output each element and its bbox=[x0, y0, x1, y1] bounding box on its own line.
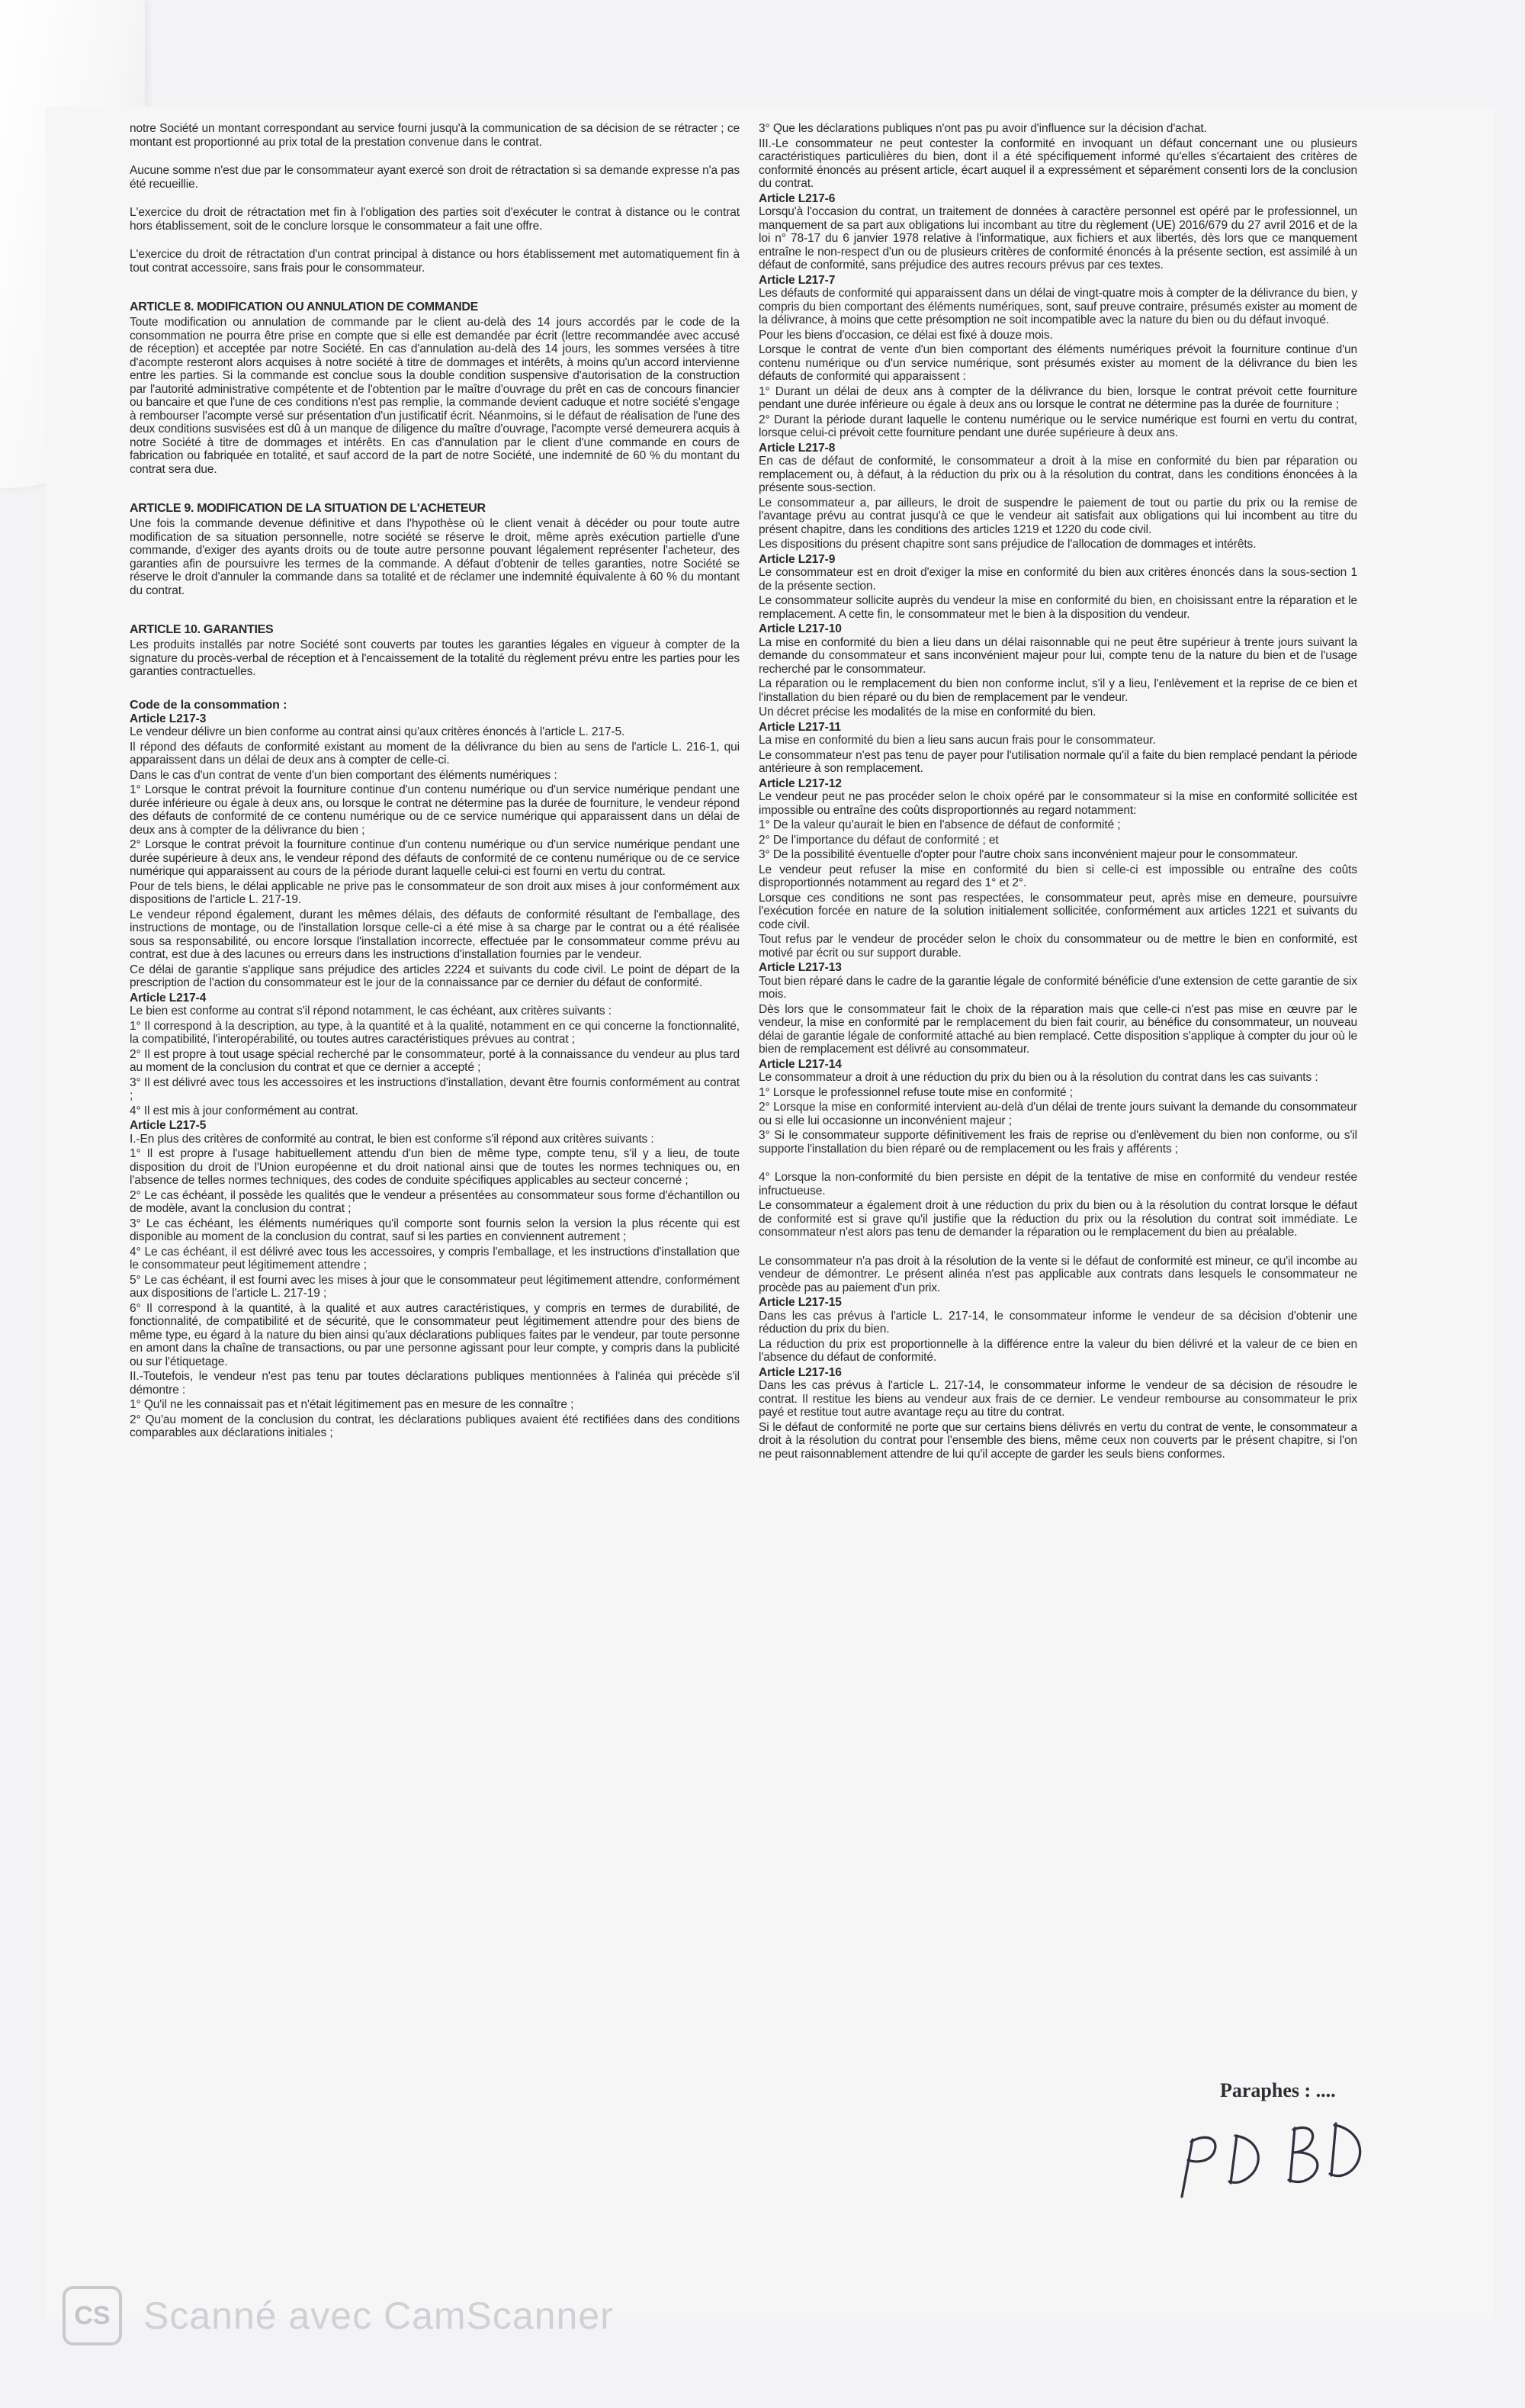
article-line: Le consommateur sollicite auprès du vendeur la mise en conformité du bien, en choisissant entre la réparation et le remplacement. A cette fin, le consommateur met le bien à la disposition du vendeur. bbox=[759, 594, 1357, 621]
article-line: 2° Lorsque la mise en conformité intervient au-delà d'un délai de trente jours suivant la demande du consommateur ou si elle lui occasionne un inconvénient majeur ; bbox=[759, 1101, 1357, 1127]
article-line: La réparation ou le remplacement du bien non conforme inclut, s'il y a lieu, l'enlèvement et la reprise de ce bien et l'installation du bien réparé ou du bien de remplacement par le vendeur. bbox=[759, 677, 1357, 704]
article-line: Le consommateur a, par ailleurs, le droit de suspendre le paiement de tout ou partie du prix ou la remise de l'avantage prévu au contrat jusqu'à ce que le vendeur ait satisfait aux obligations qui lui incombent au titre du présent chapitre, dans les conditions des articles 1219 et 1220 du code civil. bbox=[759, 496, 1357, 536]
article-line: Un décret précise les modalités de la mise en conformité du bien. bbox=[759, 706, 1096, 719]
article-line: Le consommateur a droit à une réduction du prix du bien ou à la résolution du contrat dans les cas suivants : bbox=[759, 1071, 1318, 1084]
article-heading: Article L217-10 bbox=[759, 622, 842, 635]
article-line: 3° Le cas échéant, les éléments numériques qu'il comporte sont fournis selon la version la plus récente qui est disponible au moment de la conclusion du contrat, sauf si les parties en conviennent autrement ; bbox=[130, 1217, 740, 1244]
article-line: I.-En plus des critères de conformité au contrat, le bien est conforme s'il répond aux critères suivants : bbox=[130, 1132, 654, 1146]
article-heading: Article L217-11 bbox=[759, 720, 841, 734]
article-line: Le vendeur peut ne pas procéder selon le choix opéré par le consommateur si la mise en conformité sollicitée est impossible ou entraîne des coûts disproportionnés au regard notamment: bbox=[759, 790, 1357, 817]
article-line: III.-Le consommateur ne peut contester la conformité en invoquant un défaut concernant une ou plusieurs caractéristiques particulières du bien, dont il a été spécifiquement informé qu'elles s'écartaient des critères de conformité énoncés au présent article, écart auquel il a expressément et séparément consenti lors de la conclusion du contrat. bbox=[759, 137, 1357, 190]
article-line: Le vendeur peut refuser la mise en conformité du bien si celle-ci est impossible ou entraîne des coûts disproportionnés notamment au regard des 1° et 2°. bbox=[759, 863, 1357, 889]
article-line: 2° De l'importance du défaut de conformité ; et bbox=[759, 833, 999, 847]
article-line: 2° Durant la période durant laquelle le contenu numérique ou le service numérique est fourni en vertu du contrat, lorsque celui-ci prévoit cette fourniture pendant une durée supérieure à deux ans. bbox=[759, 413, 1357, 439]
article-heading: Article L217-3 bbox=[130, 712, 207, 725]
article-line: La mise en conformité du bien a lieu sans aucun frais pour le consommateur. bbox=[759, 734, 1156, 747]
article-line: La mise en conformité du bien a lieu dans un délai raisonnable qui ne peut être supérieur à trente jours suivant la demande du consommateur et sans inconvénient majeur pour lui, compte tenu de la nature du bien et de l'usage recherché par le consommateur. bbox=[759, 635, 1357, 676]
article-line: 1° Il est propre à l'usage habituellement attendu d'un bien de même type, compte tenu, s'il y a lieu, de toute disposition du droit de l'Union européenne et du droit national ainsi que de toutes les normes techniques ou, en l'absence de telles normes techniques, des codes de conduite spécifiques applicables au secteur concerné ; bbox=[130, 1147, 740, 1188]
article-line: 5° Le cas échéant, il est fourni avec les mises à jour que le consommateur peut légitimement attendre, conformément aux dispositions de l'article L. 217-19 ; bbox=[130, 1273, 740, 1300]
article-line: Le consommateur n'a pas droit à la résolution de la vente si le défaut de conformité est mineur, ce qu'il incombe au vendeur de démontrer. Le présent alinéa n'est pas applicable aux contrats dans lesquels le consommateur ne procède pas au paiement d'un prix. bbox=[759, 1254, 1357, 1294]
article-heading: Article L217-8 bbox=[759, 441, 836, 455]
article-line: Dans le cas d'un contrat de vente d'un bien comportant des éléments numériques : bbox=[130, 768, 557, 782]
article-8-text: Toute modification ou annulation de commande par le client au-delà des 14 jours accordés par le code de la consommation ne pourra être prise en compte que si elle est demandée par écrit (lettre recommandée avec accusé de réception) et acceptée par notre Société. En cas d'annulation au-delà des 14 jours, les sommes versées à titre d'acompte resteront alors acquises à notre société à titre de dommages et intérêts, à moins qu'un accord intervienne entre les parties. Si la commande est conclue sous la double condition suspensive d'autorisation de la construction par l'autorité administrative compétente et de l'obtention par le maître d'ouvrage du prêt en cas de concours financier ou bancaire et que l'une de ces conditions n'est pas remplie, la commande devient caduque et notre société s'engage à rembourser l'acompte versé sur présentation d'un justificatif écrit. Néanmoins, si le défaut de réalisation de l'une des deux conditions susvisées est dû à un manque de diligence du maître d'ouvrage, l'acompte versé demeurera acquis à notre Société à titre de dommages et intérêts. En cas d'annulation par le client d'une commande en cours de fabrication ou fabriquée en totalité, et sauf accord de la part de notre Société, une indemnité de 60 % du montant du contrat sera due. bbox=[130, 316, 740, 476]
article-line: Le consommateur est en droit d'exiger la mise en conformité du bien aux critères énoncés dans la sous-section 1 de la présente section. bbox=[759, 566, 1357, 593]
article-line: 2° Lorsque le contrat prévoit la fourniture continue d'un contenu numérique ou d'un service numérique pendant une durée supérieure à deux ans, le vendeur répond des défauts de conformité de ce contenu numérique ou de ce service numérique qui apparaissent au cours de la période durant laquelle celui-ci est fourni en vertu du contrat. bbox=[130, 838, 740, 879]
article-line: Tout bien réparé dans le cadre de la garantie légale de conformité bénéficie d'une extension de cette garantie de six mois. bbox=[759, 974, 1357, 1001]
article-line: Le consommateur n'est pas tenu de payer pour l'utilisation normale qu'il a faite du bien remplacé pendant la période antérieure à son remplacement. bbox=[759, 748, 1357, 775]
article-line: Le consommateur a également droit à une réduction du prix du bien ou à la résolution du contrat lorsque le défaut de conformité est si grave qu'il justifie que la réduction du prix ou la résolution du contrat soit immédiate. Le consommateur n'est alors pas tenu de demander la réparation ou le remplacement du bien au préalable. bbox=[759, 1199, 1357, 1239]
article-line: Dès lors que le consommateur fait le choix de la réparation mais que celle-ci n'est pas mise en œuvre par le vendeur, la mise en conformité par le remplacement du bien fait courir, au bénéfice du consommateur, un nouveau délai de garantie légale de conformité attaché au bien remplacé. Cette disposition s'applique à compter du jour où le bien de remplacement est délivré au consommateur. bbox=[759, 1002, 1357, 1056]
intro-paragraph: L'exercice du droit de rétractation met fin à l'obligation des parties soit d'exécuter le contrat à distance ou le contrat hors établissement, soit de le conclure lorsque le consommateur a fait une offre. bbox=[130, 206, 740, 233]
article-line: Les défauts de conformité qui apparaissent dans un délai de vingt-quatre mois à compter de la délivrance du bien, y compris du bien comportant des éléments numériques, sont, sauf preuve contraire, présumés exister au moment de la délivrance, à moins que cette présomption ne soit incompatible avec la nature du bien ou du défaut invoqué. bbox=[759, 287, 1357, 326]
article-line: 1° Qu'il ne les connaissait pas et n'était légitimement pas en mesure de les connaître ; bbox=[130, 1398, 574, 1412]
article-line: Dans les cas prévus à l'article L. 217-14, le consommateur informe le vendeur de sa décision de résoudre le contrat. Il restitue les biens au vendeur aux frais de ce dernier. Le vendeur rembourse au consommateur le prix payé et restitue tout autre avantage reçu au titre du contrat. bbox=[759, 1379, 1357, 1419]
intro-paragraph: L'exercice du droit de rétractation d'un contrat principal à distance ou hors établissement met automatiquement fin à tout contrat accessoire, sans frais pour le consommateur. bbox=[130, 248, 740, 275]
article-line: 3° Il est délivré avec tous les accessoires et les instructions d'installation, devant être fournis conformément au contrat ; bbox=[130, 1075, 740, 1103]
article-line: 1° Lorsque le professionnel refuse toute mise en conformité ; bbox=[759, 1085, 1073, 1099]
article-line: 4° Le cas échéant, il est délivré avec tous les accessoires, y compris l'emballage, et les instructions d'installation que le consommateur peut légitimement attendre ; bbox=[130, 1245, 740, 1272]
article-line: 3° Que les déclarations publiques n'ont pas pu avoir d'influence sur la décision d'achat. bbox=[759, 122, 1207, 135]
watermark-text: Scanné avec CamScanner bbox=[143, 2294, 614, 2337]
article-line: 6° Il correspond à la quantité, à la qualité et aux autres caractéristiques, y compris en termes de durabilité, de fonctionnalité, de compatibilité et de sécurité, que le consommateur peut légitimement attendre pour des biens de même type, eu égard à la nature du bien ainsi qu'aux déclarations publiques faites par le vendeur, par toute personne en amont dans la chaîne de transactions, ou par une personne agissant pour leur compte, y compris dans la publicité ou sur l'étiquetage. bbox=[130, 1301, 740, 1368]
handwritten-initials bbox=[1174, 2113, 1372, 2204]
article-line: 2° Qu'au moment de la conclusion du contrat, les déclarations publiques avaient été rectifiées dans des conditions comparables aux déclarations initiales ; bbox=[130, 1413, 740, 1440]
left-column bbox=[130, 122, 740, 2151]
right-column bbox=[759, 122, 1357, 2151]
article-line: Le bien est conforme au contrat s'il répond notamment, le cas échéant, aux critères suivants : bbox=[130, 1005, 612, 1018]
code-consommation-title: Code de la consommation : bbox=[130, 698, 287, 712]
article-line: 1° De la valeur qu'aurait le bien en l'absence de défaut de conformité ; bbox=[759, 818, 1121, 831]
article-line: Le vendeur répond également, durant les mêmes délais, des défauts de conformité résultant de l'emballage, des instructions de montage, ou de l'installation lorsque celle-ci a été mise à sa charge par le contrat ou a été réalisée sous sa responsabilité, ou encore lorsque l'installation incorrecte, effectuée par le consommateur comme prévu au contrat, est due à des lacunes ou erreurs dans les instructions d'installation fournies par le vendeur. bbox=[130, 908, 740, 962]
article-heading: Article L217-16 bbox=[759, 1365, 842, 1379]
article-line: Le vendeur délivre un bien conforme au contrat ainsi qu'aux critères énoncés à l'article L. 217-5. bbox=[130, 725, 625, 739]
article-heading: Article L217-12 bbox=[759, 776, 842, 790]
article-8-title: ARTICLE 8. MODIFICATION OU ANNULATION DE COMMANDE bbox=[130, 301, 478, 313]
intro-paragraph: Aucune somme n'est due par le consommateur ayant exercé son droit de rétractation si sa demande expresse n'a pas été recueillie. bbox=[130, 164, 740, 191]
article-heading: Article L217-13 bbox=[759, 961, 842, 974]
article-heading: Article L217-6 bbox=[759, 191, 836, 205]
article-line: La réduction du prix est proportionnelle à la différence entre la valeur du bien délivré et la valeur de ce bien en l'absence du défaut de conformité. bbox=[759, 1337, 1357, 1364]
article-line: Lorsqu'à l'occasion du contrat, un traitement de données à caractère personnel est opéré par le professionnel, un manquement de sa part aux obligations lui incombant au titre du règlement (UE) 2016/679 du 27 avril 2016 et de la loi n° 78-17 du 6 janvier 1978 relative à l'informatique, aux fichiers et aux libertés, dès lors que ce manquement entraîne le non-respect d'un ou de plusieurs critères de conformité énoncés à la présente section, est assimilé à un défaut de conformité, sans préjudice des autres recours prévus par ces textes. bbox=[759, 205, 1357, 272]
article-line: Dans les cas prévus à l'article L. 217-14, le consommateur informe le vendeur de sa décision d'obtenir une réduction du prix du bien. bbox=[759, 1309, 1357, 1336]
article-line: Tout refus par le vendeur de procéder selon le choix du consommateur ou de mettre le bien en conformité, est motivé par écrit ou sur support durable. bbox=[759, 933, 1357, 960]
article-heading: Article L217-15 bbox=[759, 1296, 842, 1309]
article-line: Pour de tels biens, le délai applicable ne prive pas le consommateur de son droit aux mises à jour conformément aux dispositions de l'article L. 217-19. bbox=[130, 879, 740, 907]
article-line: 1° Lorsque le contrat prévoit la fourniture continue d'un contenu numérique ou d'un service numérique pendant une durée inférieure ou égale à deux ans, ou lorsque le contrat ne détermine pas la durée de fourniture, le vendeur répond des défauts de conformité de ce contenu numérique ou de ce service numérique qui apparaissent dans un délai de deux ans à compter de la délivrance du bien ; bbox=[130, 783, 740, 837]
article-line: Il répond des défauts de conformité existant au moment de la délivrance du bien au sens de l'article L. 216-1, qui apparaissent dans un délai de deux ans à compter de celle-ci. bbox=[130, 740, 740, 767]
camscanner-watermark bbox=[63, 2285, 614, 2346]
article-line: 4° Lorsque la non-conformité du bien persiste en dépit de la tentative de mise en conformité du vendeur restée infructueuse. bbox=[759, 1171, 1357, 1198]
article-line: 4° Il est mis à jour conformément au contrat. bbox=[130, 1104, 358, 1117]
article-line: En cas de défaut de conformité, le consommateur a droit à la mise en conformité du bien par réparation ou remplacement ou, à défaut, à la réduction du prix ou à la résolution du contrat, dans les conditions énoncées à la présente sous-section. bbox=[759, 455, 1357, 494]
article-line: 1° Durant un délai de deux ans à compter de la délivrance du bien, lorsque le contrat prévoit cette fourniture pendant une durée inférieure ou égale à deux ans ou lorsque le contrat ne détermine pas la durée de fourniture ; bbox=[759, 384, 1357, 411]
intro-paragraph: notre Société un montant correspondant au service fourni jusqu'à la communication de sa décision de se rétracter ; ce montant est proportionné au prix total de la prestation convenue dans le contrat. bbox=[130, 122, 740, 149]
article-line: Pour les biens d'occasion, ce délai est fixé à douze mois. bbox=[759, 328, 1053, 342]
article-line: II.-Toutefois, le vendeur n'est pas tenu par toutes déclarations publiques mentionnées à l'alinéa qui précède s'il démontre : bbox=[130, 1370, 740, 1397]
document-page bbox=[46, 107, 1494, 2319]
article-line: Si le défaut de conformité ne porte que sur certains biens délivrés en vertu du contrat de vente, le consommateur a droit à la résolution du contrat pour l'ensemble des biens, même ceux non couverts par le présent chapitre, si l'on ne peut raisonnablement attendre de lui qu'il accepte de garder les seuls biens conformes. bbox=[759, 1420, 1357, 1461]
article-10-title: ARTICLE 10. GARANTIES bbox=[130, 623, 274, 637]
article-line: 2° Il est propre à tout usage spécial recherché par le consommateur, porté à la connaissance du vendeur au plus tard au moment de la conclusion du contrat et que ce dernier a accepté ; bbox=[130, 1047, 740, 1075]
article-line: Les dispositions du présent chapitre sont sans préjudice de l'allocation de dommages et intérêts. bbox=[759, 538, 1257, 551]
paraphes-label: Paraphes : .... bbox=[1220, 2079, 1336, 2101]
article-line: Lorsque le contrat de vente d'un bien comportant des éléments numériques prévoit la fourniture continue d'un contenu numérique ou d'un service numérique, sont présumés exister au moment de la délivrance du bien les défauts de conformité qui apparaissent : bbox=[759, 343, 1357, 383]
article-line: Ce délai de garantie s'applique sans préjudice des articles 2224 et suivants du code civil. Le point de départ de la prescription de l'action du consommateur est le jour de la connaissance par ce dernier du défaut de conformité. bbox=[130, 963, 740, 990]
article-heading: Article L217-14 bbox=[759, 1057, 842, 1071]
article-line: 3° De la possibilité éventuelle d'opter pour l'autre choix sans inconvénient majeur pour le consommateur. bbox=[759, 848, 1299, 861]
article-heading: Article L217-9 bbox=[759, 552, 836, 566]
article-line: Lorsque ces conditions ne sont pas respectées, le consommateur peut, après mise en demeure, poursuivre l'exécution forcée en nature de la solution initialement sollicitée, conformément aux articles 1221 et suivants du code civil. bbox=[759, 891, 1357, 931]
article-line: 3° Si le consommateur supporte définitivement les frais de reprise ou d'enlèvement du bien non conforme, ou s'il supporte l'installation du bien réparé ou de remplacement ou les frais y afférents ; bbox=[759, 1129, 1357, 1156]
article-heading: Article L217-5 bbox=[130, 1119, 207, 1133]
article-line: 1° Il correspond à la description, au type, à la quantité et à la qualité, notamment en ce qui concerne la fonctionnalité, la compatibilité, l'interopérabilité, ou toutes autres caractéristiques prévues au contrat ; bbox=[130, 1019, 740, 1046]
camscanner-logo-icon: CS bbox=[63, 2286, 122, 2345]
article-line: 2° Le cas échéant, il possède les qualités que le vendeur a présentées au consommateur sous forme d'échantillon ou de modèle, avant la conclusion du contrat ; bbox=[130, 1188, 740, 1216]
article-10-text: Les produits installés par notre Société sont couverts par toutes les garanties légales en vigueur à compter de la signature du procès-verbal de réception et à l'encaissement de la totalité du règlement prévu entre les parties pour les garanties contractuelles. bbox=[130, 638, 740, 679]
article-9-title: ARTICLE 9. MODIFICATION DE LA SITUATION DE L'ACHETEUR bbox=[130, 502, 486, 516]
article-heading: Article L217-7 bbox=[759, 273, 836, 287]
article-9-text: Une fois la commande devenue définitive et dans l'hypothèse où le client venait à décéder ou pour toute autre modification de sa situation personnelle, notre société se réserve le droit, même après exécution partielle d'une commande, d'exiger des ayants droits ou de toute autre personne pouvant légalement représenter l'acheteur, des garanties afin de poursuivre les termes de la commande. A défaut d'obtenir de telles garanties, notre Société se réserve le droit d'annuler la commande dans sa totalité et de réclamer une indemnité équivalente à 60 % du montant du contrat. bbox=[130, 517, 740, 597]
article-heading: Article L217-4 bbox=[130, 991, 207, 1005]
